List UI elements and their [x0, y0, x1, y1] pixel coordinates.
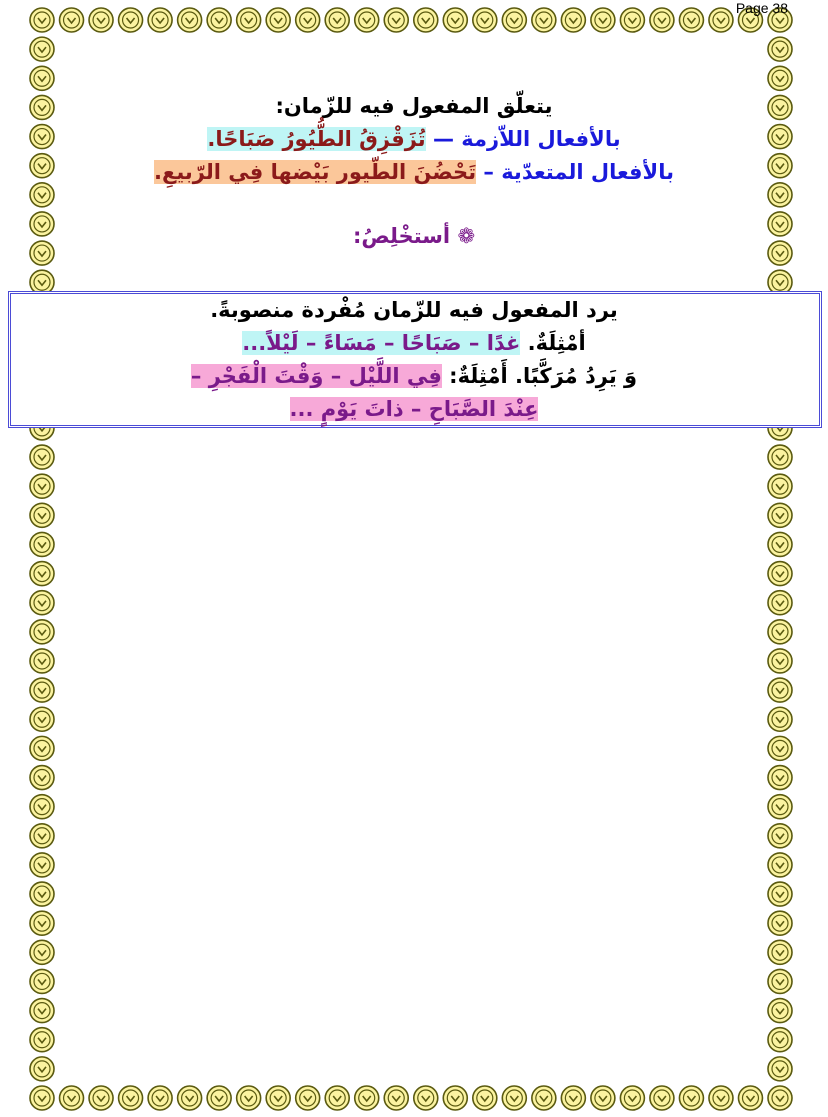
- border-emblem-icon: [325, 8, 349, 32]
- border-emblem-icon: [148, 1086, 172, 1110]
- border-emblem-icon: [30, 66, 54, 90]
- border-emblem-icon: [561, 8, 585, 32]
- border-emblem-icon: [768, 620, 792, 644]
- border-emblem-icon: [620, 8, 644, 32]
- border-emblem-icon: [89, 8, 113, 32]
- border-emblem-icon: [561, 1086, 585, 1110]
- section-intro: [60, 90, 768, 189]
- border-emblem-icon: [30, 999, 54, 1023]
- border-emblem-icon: [768, 766, 792, 790]
- page-number: Page 38: [735, 0, 788, 16]
- border-emblem-icon: [738, 1086, 762, 1110]
- border-emblem-icon: [768, 503, 792, 527]
- compound-examples-line-2: [60, 393, 768, 426]
- border-emblem-icon: [443, 8, 467, 32]
- border-emblem-icon: [30, 620, 54, 644]
- border-emblem-icon: [768, 999, 792, 1023]
- border-emblem-icon: [266, 8, 290, 32]
- border-emblem-icon: [650, 1086, 674, 1110]
- border-emblem-icon: [532, 8, 556, 32]
- border-emblem-icon: [768, 591, 792, 615]
- border-emblem-icon: [768, 154, 792, 178]
- border-emblem-icon: [30, 1086, 54, 1110]
- border-emblem-icon: [60, 1086, 84, 1110]
- border-emblem-icon: [30, 532, 54, 556]
- single-examples-label: أمْثِلَةٌ.: [520, 331, 586, 355]
- border-emblem-icon: [768, 853, 792, 877]
- border-emblem-icon: [709, 8, 733, 32]
- border-emblem-icon: [355, 1086, 379, 1110]
- border-emblem-icon: [768, 1057, 792, 1081]
- border-emblem-icon: [30, 591, 54, 615]
- compound-examples: فِي اللَّيْل – وَقْتَ الْفَجْرِ –: [190, 364, 442, 388]
- border-emblem-icon: [768, 212, 792, 236]
- section-heading: يتعلّق المفعول فيه للزّمان:: [275, 94, 553, 118]
- single-examples-line: [60, 327, 768, 360]
- border-emblem-icon: [148, 8, 172, 32]
- border-emblem-icon: [30, 795, 54, 819]
- border-emblem-icon: [768, 940, 792, 964]
- border-emblem-icon: [532, 1086, 556, 1110]
- summary-content: [60, 294, 768, 426]
- border-emblem-icon: [768, 183, 792, 207]
- border-emblem-icon: [414, 1086, 438, 1110]
- border-emblem-icon: [502, 1086, 526, 1110]
- border-emblem-icon: [30, 911, 54, 935]
- border-emblem-icon: [768, 95, 792, 119]
- border-emblem-icon: [768, 241, 792, 265]
- single-examples: غدًا – صَبَاحًا – مَسَاءً – لَيْلاً...: [242, 331, 521, 355]
- border-emblem-icon: [768, 649, 792, 673]
- border-emblem-icon: [207, 8, 231, 32]
- border-emblem-icon: [443, 1086, 467, 1110]
- border-emblem-icon: [30, 1057, 54, 1081]
- border-emblem-icon: [709, 1086, 733, 1110]
- border-emblem-icon: [473, 8, 497, 32]
- border-emblem-icon: [768, 37, 792, 61]
- border-emblem-icon: [30, 154, 54, 178]
- border-emblem-icon: [325, 1086, 349, 1110]
- border-emblem-icon: [355, 8, 379, 32]
- border-emblem-icon: [768, 736, 792, 760]
- border-emblem-icon: [30, 37, 54, 61]
- border-emblem-icon: [30, 766, 54, 790]
- border-emblem-icon: [266, 1086, 290, 1110]
- border-emblem-icon: [296, 8, 320, 32]
- border-emblem-icon: [30, 503, 54, 527]
- border-emblem-icon: [650, 8, 674, 32]
- compound-examples-label: وَ يَرِدُ مُرَكَّبًا. أَمْثِلَةٌ:: [441, 364, 638, 388]
- border-emblem-icon: [768, 911, 792, 935]
- border-emblem-icon: [30, 95, 54, 119]
- border-emblem-icon: [237, 8, 261, 32]
- border-emblem-icon: [768, 969, 792, 993]
- border-emblem-icon: [30, 707, 54, 731]
- border-emblem-icon: [30, 1028, 54, 1052]
- border-emblem-icon: [414, 8, 438, 32]
- border-emblem-icon: [30, 445, 54, 469]
- border-emblem-icon: [30, 649, 54, 673]
- border-emblem-icon: [30, 241, 54, 265]
- border-emblem-icon: [30, 853, 54, 877]
- transitive-label: بالأفعال المتعدّية –: [476, 160, 674, 184]
- conclusion-heading: [60, 224, 768, 248]
- border-emblem-icon: [591, 8, 615, 32]
- border-emblem-icon: [768, 125, 792, 149]
- border-emblem-icon: [178, 8, 202, 32]
- border-emblem-icon: [178, 1086, 202, 1110]
- border-emblem-icon: [768, 678, 792, 702]
- border-emblem-icon: [30, 736, 54, 760]
- border-emblem-icon: [30, 125, 54, 149]
- border-emblem-icon: [768, 474, 792, 498]
- intransitive-example: تُزَقْزِقُ الطُّيُورُ صَبَاحًا.: [207, 127, 426, 151]
- border-emblem-icon: [207, 1086, 231, 1110]
- border-emblem-icon: [237, 1086, 261, 1110]
- transitive-line: [60, 156, 768, 189]
- border-emblem-icon: [30, 824, 54, 848]
- border-emblem-icon: [30, 562, 54, 586]
- border-emblem-icon: [119, 8, 143, 32]
- border-emblem-icon: [89, 1086, 113, 1110]
- border-emblem-icon: [30, 969, 54, 993]
- border-emblem-icon: [768, 562, 792, 586]
- border-emblem-icon: [768, 1028, 792, 1052]
- transitive-example: تَحْضُنَ الطّيور بَيْضها فِي الرّبيعِ.: [154, 160, 477, 184]
- border-emblem-icon: [679, 1086, 703, 1110]
- border-emblem-icon: [620, 1086, 644, 1110]
- border-emblem-icon: [502, 8, 526, 32]
- border-emblem-icon: [768, 445, 792, 469]
- flower-bullet-icon: ❁: [457, 224, 476, 248]
- border-emblem-icon: [768, 824, 792, 848]
- border-emblem-icon: [30, 8, 54, 32]
- border-emblem-icon: [30, 183, 54, 207]
- border-emblem-icon: [296, 1086, 320, 1110]
- border-emblem-icon: [768, 795, 792, 819]
- border-emblem-icon: [384, 8, 408, 32]
- intransitive-label: بالأفعال اللاّزمة —: [425, 127, 621, 151]
- border-emblem-icon: [384, 1086, 408, 1110]
- border-emblem-icon: [30, 474, 54, 498]
- border-emblem-icon: [768, 532, 792, 556]
- intransitive-line: [60, 123, 768, 156]
- border-emblem-icon: [473, 1086, 497, 1110]
- border-emblem-icon: [30, 940, 54, 964]
- border-emblem-icon: [30, 678, 54, 702]
- summary-rule: يرد المفعول فيه للزّمان مُفْردة منصوبةً.: [210, 298, 618, 322]
- compound-examples-line: [60, 360, 768, 393]
- compound-examples-continued: عِنْدَ الصَّبَاحِ – ذاتَ يَوْمٍ ...: [289, 397, 539, 421]
- border-emblem-icon: [768, 882, 792, 906]
- border-emblem-icon: [591, 1086, 615, 1110]
- border-emblem-icon: [119, 1086, 143, 1110]
- border-emblem-icon: [768, 1086, 792, 1110]
- border-emblem-icon: [30, 212, 54, 236]
- border-emblem-icon: [679, 8, 703, 32]
- border-emblem-icon: [768, 66, 792, 90]
- border-emblem-icon: [30, 882, 54, 906]
- conclusion-label: أستخْلِصُ:: [352, 224, 451, 248]
- border-emblem-icon: [60, 8, 84, 32]
- border-emblem-icon: [768, 707, 792, 731]
